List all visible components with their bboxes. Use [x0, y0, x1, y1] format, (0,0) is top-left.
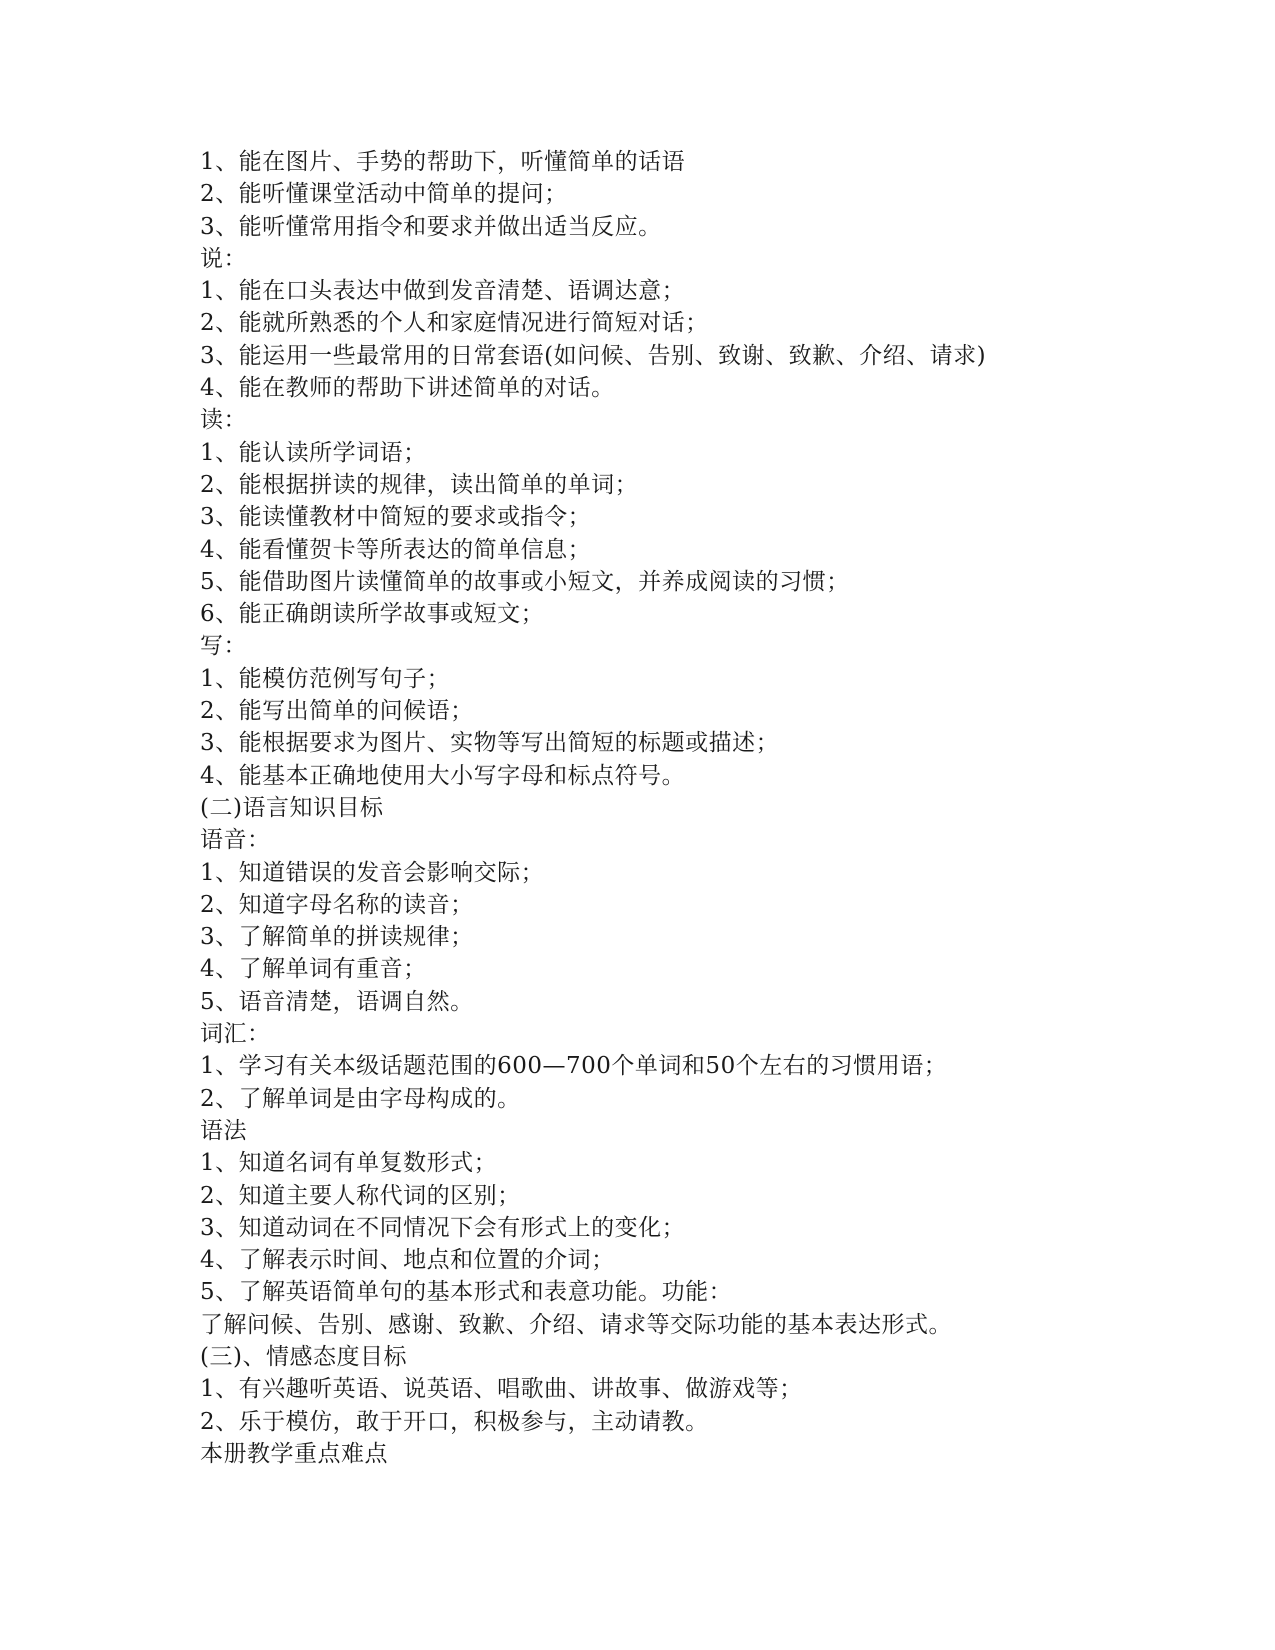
text-line: 1、能认读所学词语； [200, 439, 427, 466]
text-line: 2、乐于模仿，敢于开口，积极参与，主动请教。 [200, 1408, 709, 1435]
text-line: 3、知道动词在不同情况下会有形式上的变化； [200, 1214, 686, 1241]
text-line: 2、了解单词是由字母构成的。 [200, 1085, 521, 1112]
text-line: 语法 [200, 1117, 247, 1144]
text-line: 说： [200, 245, 247, 272]
text-line: 2、知道字母名称的读音； [200, 891, 474, 918]
text-line: 2、知道主要人称代词的区别； [200, 1182, 521, 1209]
text-line: 1、学习有关本级话题范围的600—700个单词和50个左右的习惯用语； [200, 1053, 948, 1080]
text-line: 3、能读懂教材中简短的要求或指令； [200, 504, 592, 531]
text-line: (二)语言知识目标 [200, 794, 384, 821]
text-line: 了解问候、告别、感谢、致歉、介绍、请求等交际功能的基本表达形式。 [200, 1311, 952, 1338]
text-line: 3、能听懂常用指令和要求并做出适当反应。 [200, 213, 662, 240]
text-line: 3、了解简单的拼读规律； [200, 924, 474, 951]
text-line: 语音： [200, 827, 271, 854]
text-line: 4、能基本正确地使用大小写字母和标点符号。 [200, 762, 686, 789]
text-line: 2、能写出简单的问候语； [200, 698, 474, 725]
text-line: 1、有兴趣听英语、说英语、唱歌曲、讲故事、做游戏等； [200, 1376, 803, 1403]
text-line: 1、知道错误的发音会影响交际； [200, 859, 545, 886]
text-line: 1、能在图片、手势的帮助下，听懂简单的话语 [200, 149, 686, 175]
text-line: 4、能在教师的帮助下讲述简单的对话。 [200, 375, 615, 402]
text-line: 1、知道名词有单复数形式； [200, 1150, 498, 1177]
text-line: 4、能看懂贺卡等所表达的简单信息； [200, 536, 592, 563]
text-line: (三)、情感态度目标 [200, 1343, 407, 1370]
text-line: 5、能借助图片读懂简单的故事或小短文，并养成阅读的习惯； [200, 568, 850, 595]
text-line: 读： [200, 407, 247, 434]
text-line: 写： [200, 633, 247, 660]
text-line: 2、能根据拼读的规律，读出简单的单词； [200, 471, 639, 498]
text-line: 3、能根据要求为图片、实物等写出简短的标题或描述； [200, 730, 780, 757]
text-line: 1、能模仿范例写句子； [200, 665, 451, 692]
text-line: 3、能运用一些最常用的日常套语(如问候、告别、致谢、致歉、介绍、请求) [200, 342, 987, 369]
text-line: 5、语音清楚，语调自然。 [200, 988, 474, 1015]
text-line: 5、了解英语简单句的基本形式和表意功能。功能： [200, 1279, 733, 1306]
text-line: 1、能在口头表达中做到发音清楚、语调达意； [200, 278, 686, 305]
text-line: 词汇： [200, 1021, 271, 1048]
document-body [200, 146, 1080, 1470]
text-line: 4、了解单词有重音； [200, 956, 427, 983]
text-line: 6、能正确朗读所学故事或短文； [200, 601, 545, 628]
text-line: 4、了解表示时间、地点和位置的介词； [200, 1247, 615, 1274]
text-line: 2、能听懂课堂活动中简单的提问； [200, 181, 568, 208]
text-line: 本册教学重点难点 [200, 1440, 388, 1467]
text-line: 2、能就所熟悉的个人和家庭情况进行简短对话； [200, 310, 709, 337]
